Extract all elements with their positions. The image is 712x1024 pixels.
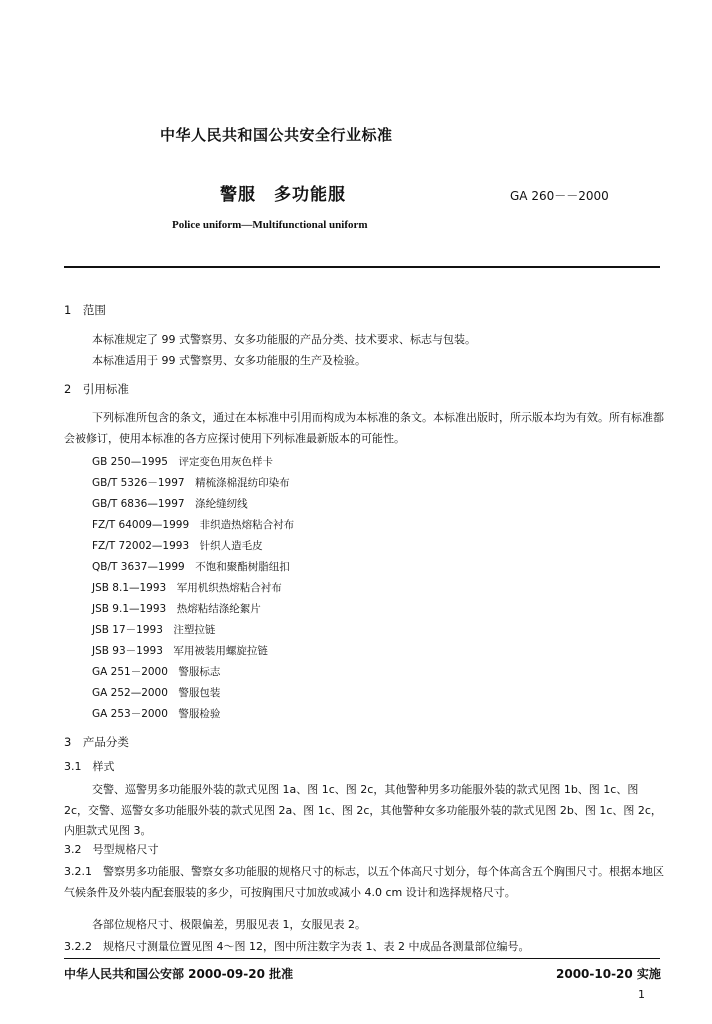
document-title: 警服 多功能服	[220, 185, 346, 205]
reference-item: QB/T 3637—1999 不饱和聚酯树脂纽扣	[92, 561, 290, 573]
reference-item: FZ/T 64009—1999 非织造热熔粘合衬布	[92, 519, 295, 531]
standard-category-header: 中华人民共和国公共安全行业标准	[160, 126, 393, 144]
header-divider	[64, 266, 660, 268]
reference-item: JSB 9.1—1993 热熔粘结涤纶絮片	[92, 603, 261, 615]
reference-item: FZ/T 72002—1993 针织人造毛皮	[92, 540, 263, 552]
section-3-1-text: 交警、巡警男多功能服外装的款式见图 1a、图 1c、图 2c，其他警种男多功能服外装的款式见图 1b、图 1c、图 2c，交警、巡警女多功能服外装的款式见图 2a、图 1c、图 2c，其他警种女多功能服外装的款式见图 2b、图 1c、图 2c，内胆款式见图 3。	[64, 783, 662, 837]
reference-item: JSB 93－1993 军用被装用螺旋拉链	[92, 645, 268, 657]
standard-number: GA 260－－2000	[510, 189, 609, 203]
reference-item: JSB 8.1—1993 军用机织热熔粘合衬布	[92, 582, 282, 594]
section-1-paragraph-2: 本标准适用于 99 式警察男、女多功能服的生产及检验。	[92, 354, 366, 367]
section-2-intro: 下列标准所包含的条文，通过在本标准中引用而构成为本标准的条文。本标准出版时，所示版本均为有效。所有标准都会被修订，使用本标准的各方应探讨使用下列标准最新版本的可能性。	[64, 411, 664, 445]
reference-item: GA 251－2000 警服标志	[92, 666, 221, 678]
section-3-1-heading: 3.1 样式	[64, 760, 115, 773]
section-1-paragraph-1: 本标准规定了 99 式警察男、女多功能服的产品分类、技术要求、标志与包装。	[92, 333, 476, 346]
section-1-heading: 1 范围	[64, 303, 106, 317]
reference-item: GB 250—1995 评定变色用灰色样卡	[92, 456, 273, 468]
page-number: 1	[638, 988, 645, 1001]
approval-date: 中华人民共和国公安部 2000-09-20 批准	[64, 967, 294, 981]
footer-divider	[64, 958, 660, 959]
reference-item: GA 252—2000 警服包装	[92, 687, 221, 699]
reference-item: GB/T 6836—1997 涤纶缝纫线	[92, 498, 248, 510]
reference-item: GA 253－2000 警服检验	[92, 708, 221, 720]
implementation-date: 2000-10-20 实施	[556, 967, 661, 981]
section-2-heading: 2 引用标准	[64, 382, 129, 396]
reference-item: GB/T 5326－1997 精梳涤棉混纺印染布	[92, 477, 290, 489]
reference-item: JSB 17－1993 注塑拉链	[92, 624, 216, 636]
english-title: Police uniform—Multifunctional uniform	[172, 219, 368, 231]
section-3-2-2-text: 3.2.2 规格尺寸测量位置见图 4～图 12，图中所注数字为表 1、表 2 中成品各测量部位编号。	[64, 940, 530, 953]
section-3-heading: 3 产品分类	[64, 735, 129, 749]
section-3-2-1-text: 3.2.1 警察男多功能服、警察女多功能服的规格尺寸的标志，以五个体高尺寸划分，每个体高含五个胸围尺寸。根据本地区气候条件及外装内配套服装的多少，可按胸围尺寸加放或减小 4.0 cm 设计和选择规格尺寸。	[64, 865, 664, 899]
section-3-2-1-text-2: 各部位规格尺寸、极限偏差，男服见表 1，女服见表 2。	[92, 918, 366, 931]
section-3-2-heading: 3.2 号型规格尺寸	[64, 843, 159, 856]
